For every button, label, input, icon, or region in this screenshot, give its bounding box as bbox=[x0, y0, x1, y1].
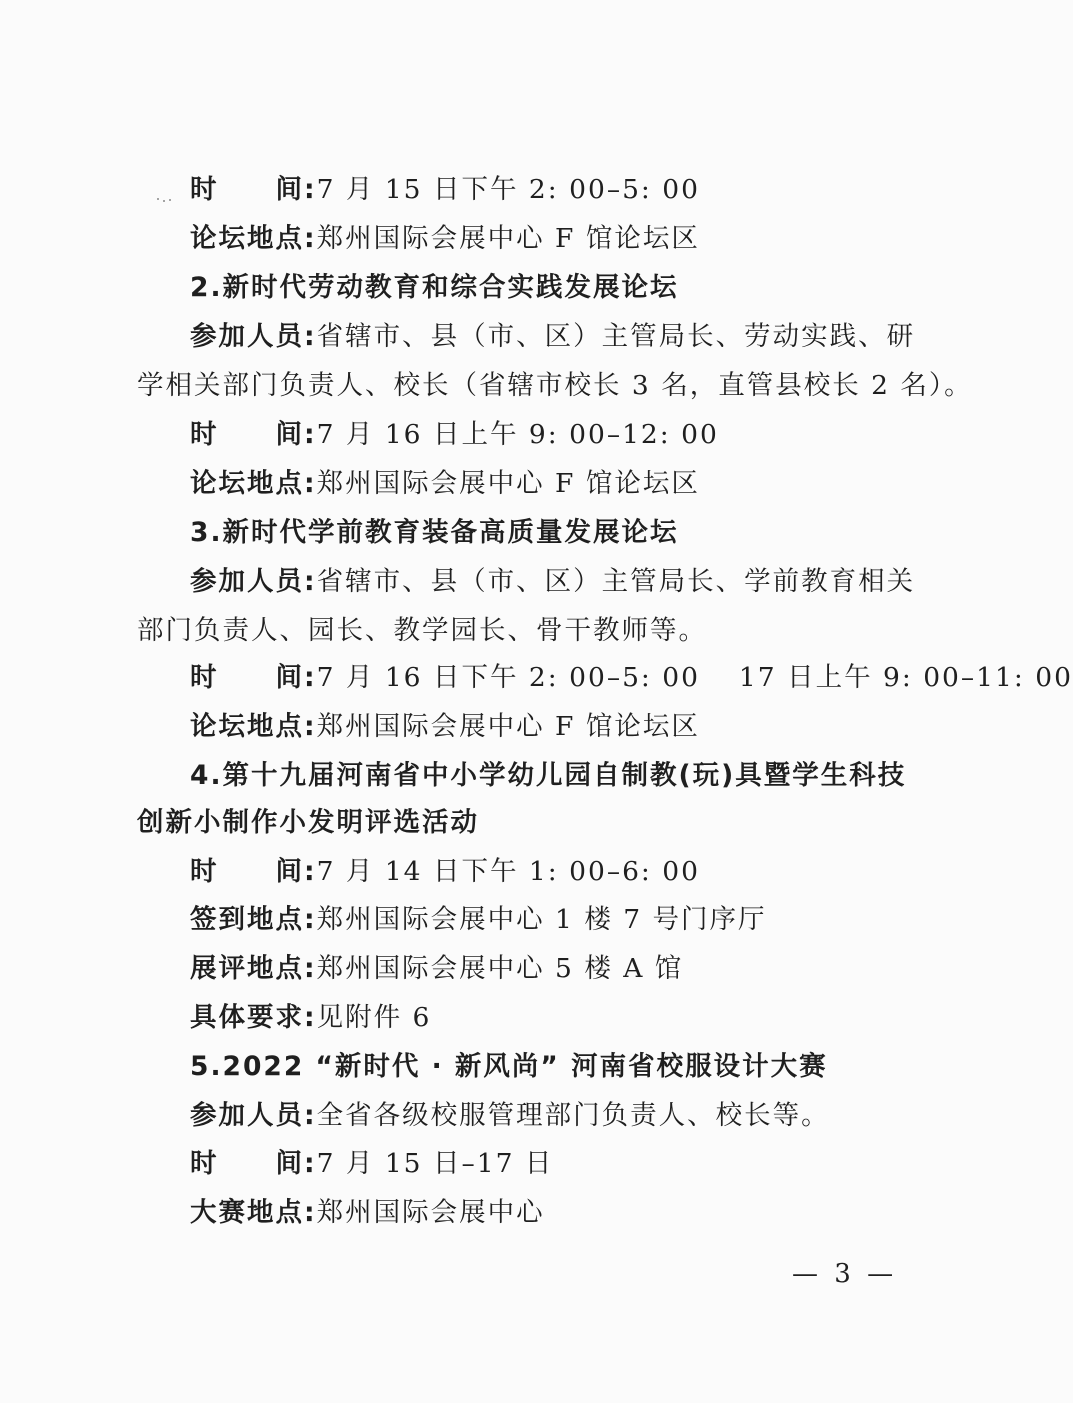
field-value: 郑州国际会展中心 1 楼 7 号门序厅 bbox=[316, 904, 767, 935]
field-line bbox=[190, 1196, 545, 1230]
field-line bbox=[190, 1099, 830, 1133]
field-line bbox=[190, 418, 719, 452]
field-line bbox=[190, 1147, 553, 1181]
field-line bbox=[190, 710, 700, 744]
section-heading: 2.新时代劳动教育和综合实践发展论坛 bbox=[190, 272, 679, 303]
page-number: — 3 — bbox=[792, 1259, 898, 1289]
field-label: 论坛地点: bbox=[190, 711, 317, 742]
section-heading: 3.新时代学前教育装备高质量发展论坛 bbox=[190, 517, 679, 548]
scan-speck bbox=[155, 197, 175, 203]
field-label: 大赛地点: bbox=[190, 1197, 317, 1228]
field-value: 7 月 16 日上午 9: 00–12: 00 bbox=[316, 419, 719, 450]
field-value: 郑州国际会展中心 5 楼 A 馆 bbox=[316, 953, 684, 984]
field-line bbox=[190, 661, 1073, 695]
field-value: 7 月 14 日下午 1: 00–6: 00 bbox=[316, 856, 700, 887]
field-label: 参加人员: bbox=[190, 1100, 317, 1131]
field-label: 参加人员: bbox=[190, 321, 317, 352]
field-line bbox=[190, 320, 915, 354]
field-label: 展评地点: bbox=[190, 953, 317, 984]
field-value: 7 月 15 日–17 日 bbox=[316, 1148, 554, 1179]
field-label: 时 间: bbox=[190, 856, 317, 887]
field-value: 郑州国际会展中心 F 馆论坛区 bbox=[316, 711, 700, 742]
field-value: 省辖市、县（市、区）主管局长、学前教育相关 bbox=[316, 566, 916, 597]
field-label: 参加人员: bbox=[190, 566, 317, 597]
field-label: 时 间: bbox=[190, 1148, 317, 1179]
field-line bbox=[190, 1001, 431, 1035]
field-line bbox=[190, 467, 700, 501]
field-label: 签到地点: bbox=[190, 904, 317, 935]
field-value: 省辖市、县（市、区）主管局长、劳动实践、研 bbox=[316, 321, 916, 352]
field-value: 全省各级校服管理部门负责人、校长等。 bbox=[316, 1100, 830, 1131]
field-label: 具体要求: bbox=[190, 1002, 317, 1033]
field-value: 郑州国际会展中心 F 馆论坛区 bbox=[316, 223, 700, 254]
field-label: 论坛地点: bbox=[190, 468, 317, 499]
field-value: 郑州国际会展中心 bbox=[316, 1197, 545, 1228]
section-heading-continuation: 创新小制作小发明评选活动 bbox=[137, 807, 479, 838]
field-value: 7 月 15 日下午 2: 00–5: 00 bbox=[316, 174, 700, 205]
field-label: 论坛地点: bbox=[190, 223, 317, 254]
section-heading: 5.2022 “新时代 · 新风尚” 河南省校服设计大赛 bbox=[190, 1051, 828, 1082]
field-label: 时 间: bbox=[190, 174, 317, 205]
field-line bbox=[190, 903, 767, 937]
continuation-line: 部门负责人、园长、教学园长、骨干教师等。 bbox=[137, 615, 707, 646]
field-line bbox=[190, 565, 915, 599]
field-label: 时 间: bbox=[190, 419, 317, 450]
section-heading: 4.第十九届河南省中小学幼儿园自制教(玩)具暨学生科技 bbox=[190, 760, 907, 791]
field-line bbox=[190, 222, 700, 256]
field-value: 见附件 6 bbox=[316, 1002, 432, 1033]
continuation-line: 学相关部门负责人、校长（省辖市校长 3 名，直管县校长 2 名）。 bbox=[137, 370, 973, 401]
field-label: 时 间: bbox=[190, 662, 317, 693]
field-line bbox=[190, 855, 700, 889]
field-line bbox=[190, 173, 700, 207]
field-line bbox=[190, 952, 683, 986]
field-value: 7 月 16 日下午 2: 00–5: 00 17 日上午 9: 00–11: 00 bbox=[316, 662, 1073, 693]
field-value: 郑州国际会展中心 F 馆论坛区 bbox=[316, 468, 700, 499]
